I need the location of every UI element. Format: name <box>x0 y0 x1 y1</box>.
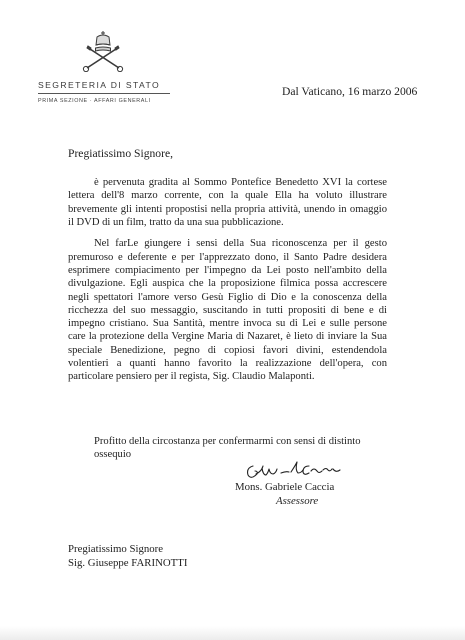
paragraph-2: Nel farLe giungere i sensi della Sua riconoscenza per il gesto premuroso e deferente e per l'apprezzato dono, il Santo Padre desidera esprimere compiacimento per l'impegno da Lei posto nell'ambito della divulgazione. Egli auspica che la proposizione filmica possa accrescere negli spettatori l'amore verso Gesù Figlio di Dio e la conoscenza della ricchezza del suo messaggio, suscitando in tutti propositi di bene e di impegno cristiano. Sua Santità, mentre invoca su di Lei e sulle persone care la protezione della Vergine Maria di Nazaret, è lieto di inviare la Sua speciale Benedizione, pegno di copiosi favori divini, estendendola volentieri a quanti hanno favorito la realizzazione dell'opera, con particolare pensiero per il regista, Sig. Claudio Malaponti. <box>68 238 387 383</box>
paragraph-1: è pervenuta gradita al Sommo Pontefice Benedetto XVI la cortese lettera dell'8 marzo corrente, con la quale Ella ha voluto illustrare brevemente gli intenti propostisi nella propria attività, unendo in omaggio il DVD di un film, tratto da una sua pubblicazione. <box>68 177 387 228</box>
signer-title: Assessore <box>276 495 319 507</box>
letterhead-office: SEGRETERIA DI STATO <box>38 80 161 90</box>
letterhead-divider <box>38 93 170 94</box>
letterhead-section: PRIMA SEZIONE · AFFARI GENERALI <box>38 98 151 104</box>
signer-name: Mons. Gabriele Caccia <box>235 481 335 493</box>
addressee-name: Sig. Giuseppe FARINOTTI <box>68 556 188 569</box>
papal-crest-icon <box>78 28 128 72</box>
place-date: Dal Vaticano, 16 marzo 2006 <box>282 85 418 98</box>
page-edge <box>0 626 465 640</box>
addressee-salutation: Pregiatissimo Signore <box>68 543 164 555</box>
letter-body <box>68 176 387 392</box>
addressee-block <box>68 543 187 570</box>
salutation: Pregiatissimo Signore, <box>68 147 173 160</box>
closing-text: Profitto della circostanza per confermarmi con sensi di distinto ossequio <box>94 436 361 461</box>
